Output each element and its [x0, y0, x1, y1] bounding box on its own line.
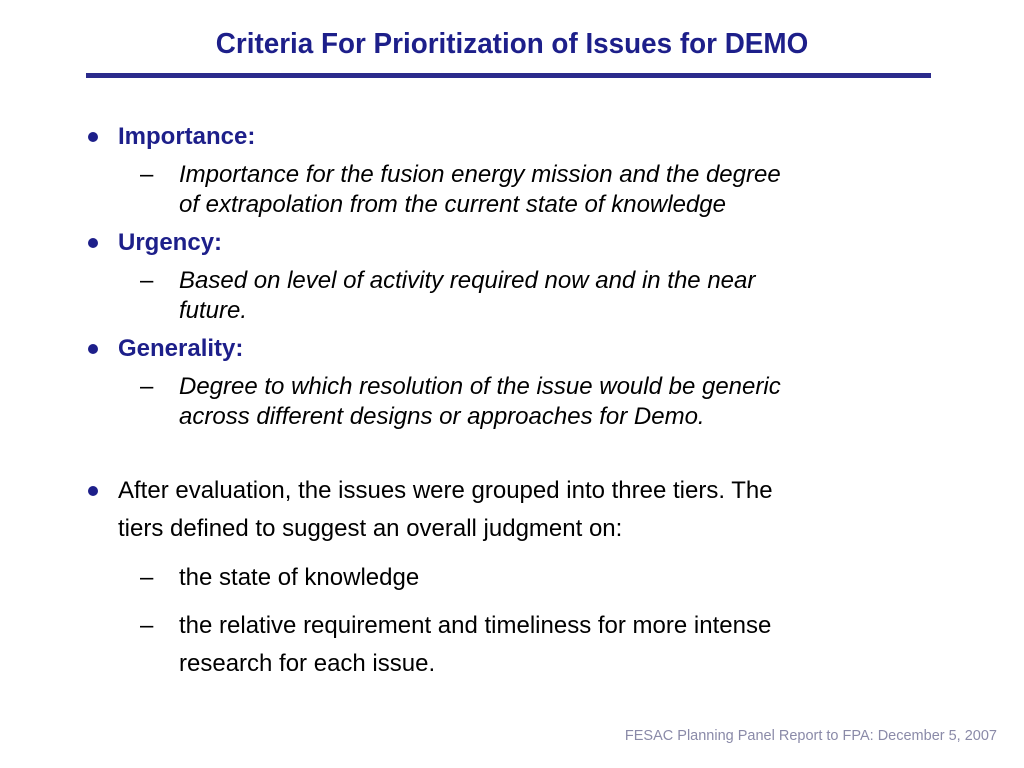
summary-subitem-line: research for each issue.: [179, 650, 436, 677]
bullet-dot-icon: [88, 238, 98, 248]
criterion-description-line: future.: [179, 297, 248, 324]
criterion-heading-generality: Generality:: [118, 335, 244, 362]
criterion-description-line: of extrapolation from the current state of knowledge: [179, 191, 726, 218]
criterion-description-line: across different designs or approaches for Demo.: [179, 403, 705, 430]
criterion-heading-urgency: Urgency:: [118, 229, 223, 256]
dash-marker: –: [140, 161, 154, 188]
dash-marker: –: [140, 564, 154, 591]
summary-line: After evaluation, the issues were grouped into three tiers. The: [118, 477, 773, 504]
summary-line: tiers defined to suggest an overall judgment on:: [118, 515, 623, 542]
bullet-dot-icon: [88, 132, 98, 142]
summary-subitem-line: the relative requirement and timeliness for more intense: [179, 612, 772, 639]
criterion-description-line: Degree to which resolution of the issue would be generic: [179, 373, 781, 400]
bullet-dot-icon: [88, 486, 98, 496]
dash-marker: –: [140, 373, 154, 400]
dash-marker: –: [140, 612, 154, 639]
slide-footer: FESAC Planning Panel Report to FPA: December 5, 2007: [624, 728, 997, 744]
criterion-description-line: Based on level of activity required now and in the near: [179, 267, 756, 294]
criterion-description-line: Importance for the fusion energy mission and the degree: [179, 161, 781, 188]
summary-subitem-line: the state of knowledge: [179, 564, 420, 591]
dash-marker: –: [140, 267, 154, 294]
criterion-heading-importance: Importance:: [118, 123, 256, 150]
slide-title: Criteria For Prioritization of Issues for DEMO: [215, 28, 809, 60]
bullet-dot-icon: [88, 344, 98, 354]
